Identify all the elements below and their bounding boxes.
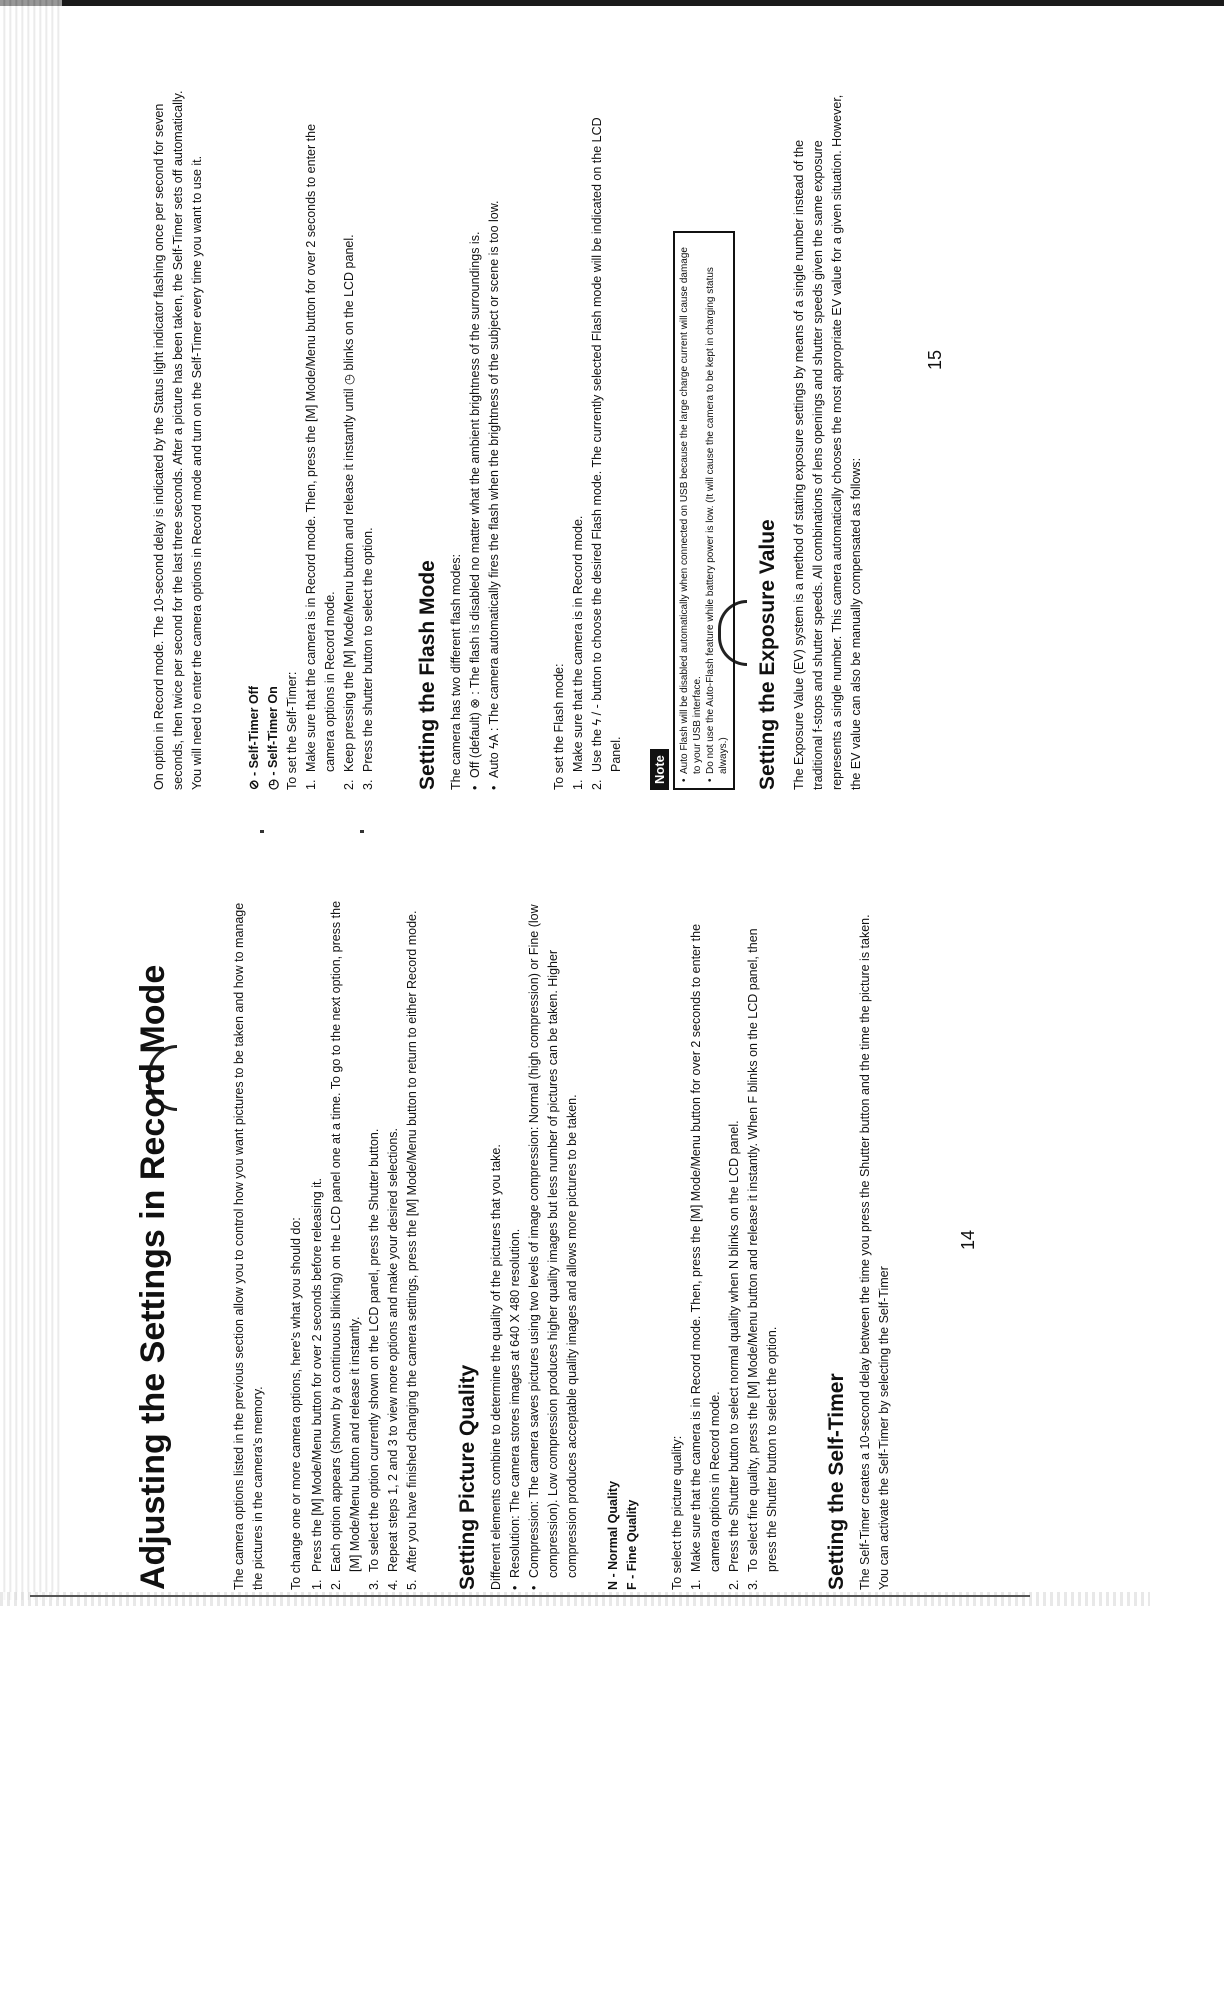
list-item: 1. Make sure that the camera is in Record mode. Then, press the [M] Mode/Menu button for over 2 seconds to enter the camera options in Record mode. xyxy=(689,923,722,1590)
set-timer-steps xyxy=(302,90,378,790)
change-options-steps xyxy=(308,900,422,1590)
list-item: • Resolution: The camera stores images at 640 X 480 resolution. xyxy=(508,1228,522,1590)
self-timer-continued: On option in Record mode. The 10-second delay is indicated by the Status light indicator flashing once per second for seven seconds, then twice per second for the last three seconds. After a picture has been taken, the Self-Timer sets off automatically. You will need to enter the camera options in Record mode and turn on the Self-Timer every time you want to use it. xyxy=(152,90,204,790)
self-timer-intro: The Self-Timer creates a 10-second delay between the time you press the Shutter button and the time the picture is taken. You can activate the Self-Timer by selecting the Self-Timer xyxy=(858,914,891,1590)
list-item: 2. Each option appears (shown by a continuous blinking) on the LCD panel one at a time. To go to the next option, press the [M] Mode/Menu button and release it instantly. xyxy=(329,900,362,1590)
flash-mode-bullets xyxy=(466,90,504,790)
list-item: 3. To select the option currently shown on the LCD panel, press the Shutter button. xyxy=(367,1128,381,1590)
list-item: 3. Press the shutter button to select the option. xyxy=(361,527,375,790)
select-quality-lead: To select the picture quality: xyxy=(670,1435,684,1590)
list-item: 2. Keep pressing the [M] Mode/Menu button and release it instantly until ◷ blinks on the LCD panel. xyxy=(342,234,356,790)
section-heading-picture-quality: Setting Picture Quality xyxy=(456,1364,479,1590)
page-14 xyxy=(0,810,1224,1590)
list-item: 5. After you have finished changing the camera settings, press the [M] Mode/Menu button to return to either Record mode. xyxy=(405,910,419,1590)
list-item: 1. Press the [M] Mode/Menu button for over 2 seconds before releasing it. xyxy=(310,1178,324,1590)
list-item: 1. Make sure that the camera is in Record mode. Then, press the [M] Mode/Menu button for over 2 seconds to enter the camera options in Record mode. xyxy=(304,123,337,790)
page-15 xyxy=(0,0,1224,790)
note-item: • Do not use the Auto-Flash feature while battery power is low. (It will cause the camera to be kept in charging status always.) xyxy=(705,267,729,782)
note-list xyxy=(675,233,733,788)
section-heading-flash-mode: Setting the Flash Mode xyxy=(416,560,439,790)
set-timer-lead: To set the Self-Timer: xyxy=(285,671,299,790)
set-flash-steps xyxy=(569,90,626,790)
section-heading-exposure-value: Setting the Exposure Value xyxy=(756,519,779,790)
page-number: 15 xyxy=(925,349,945,370)
list-item: 2. Press the Shutter button to select normal quality when N blinks on the LCD panel. xyxy=(727,1120,741,1590)
flash-intro: The camera has two different flash modes: xyxy=(449,554,463,790)
note-label: Note xyxy=(650,749,669,790)
intro-paragraph: The camera options listed in the previous section allow you to control how you want pictures to be taken and how to manage the pictures in the camera's memory. xyxy=(232,902,265,1590)
quality-intro: Different elements combine to determine the quality of the pictures that you take. xyxy=(489,1144,503,1590)
note-item: • Auto Flash will be disabled automatically when connected on USB because the large charge current will cause damage to your USB interface. xyxy=(679,247,703,782)
page-title: Adjusting the Settings in Record Mode xyxy=(134,964,172,1590)
self-timer-on-label: ◷ - Self-Timer On xyxy=(266,686,280,790)
list-item: • Compression: The camera saves pictures using two levels of image compression: Normal (high compression) or Fine (low compression). Low compression produces higher quality images but less number of pictures can be taken. Higher compression produces acceptable quality images and allows more pictures to be taken. xyxy=(527,904,579,1590)
normal-quality-label: N - Normal Quality xyxy=(606,1480,620,1590)
list-item: 4. Repeat steps 1, 2 and 3 to view more options and make your desired selections. xyxy=(386,1127,400,1590)
self-timer-off-label: ⊘ - Self-Timer Off xyxy=(247,685,261,790)
list-item: 2. Use the ϟ / - button to choose the desired Flash mode. The currently selected Flash mode will be indicated on the LCD Panel. xyxy=(590,117,623,790)
list-item: 1. Make sure that the camera is in Record mode. xyxy=(571,515,585,790)
fine-quality-label: F - Fine Quality xyxy=(625,1499,639,1590)
set-flash-lead: To set the Flash mode: xyxy=(552,663,566,790)
list-item: • Auto ϟA : The camera automatically fires the flash when the brightness of the subject or scene is too low. xyxy=(487,200,501,790)
change-options-lead: To change one or more camera options, here's what you should do: xyxy=(289,1217,303,1590)
page-number: 14 xyxy=(958,1229,978,1250)
list-item: • Off (default) ⊗ : The flash is disabled no matter what the ambient brightness of the surroundings is. xyxy=(468,231,482,790)
quality-bullets xyxy=(506,900,582,1590)
list-item: 3. To select fine quality, press the [M] Mode/Menu button and release it instantly. When F blinks on the LCD panel, then press the Shutter button to select the option. xyxy=(746,928,779,1590)
section-heading-self-timer: Setting the Self-Timer xyxy=(825,1373,848,1590)
exposure-value-paragraph: The Exposure Value (EV) system is a method of stating exposure settings by means of a single number instead of the traditional f-stops and shutter speeds. All combinations of lens openings and shutter speeds given the same exposure represents a single number. This camera automatically chooses the most appropriate EV value for a given situation. However, the EV value can also be manually compensated as follows: xyxy=(792,94,863,790)
note-box xyxy=(673,231,735,790)
select-quality-steps xyxy=(687,900,782,1590)
page-bottom-rule xyxy=(30,1595,1030,1597)
